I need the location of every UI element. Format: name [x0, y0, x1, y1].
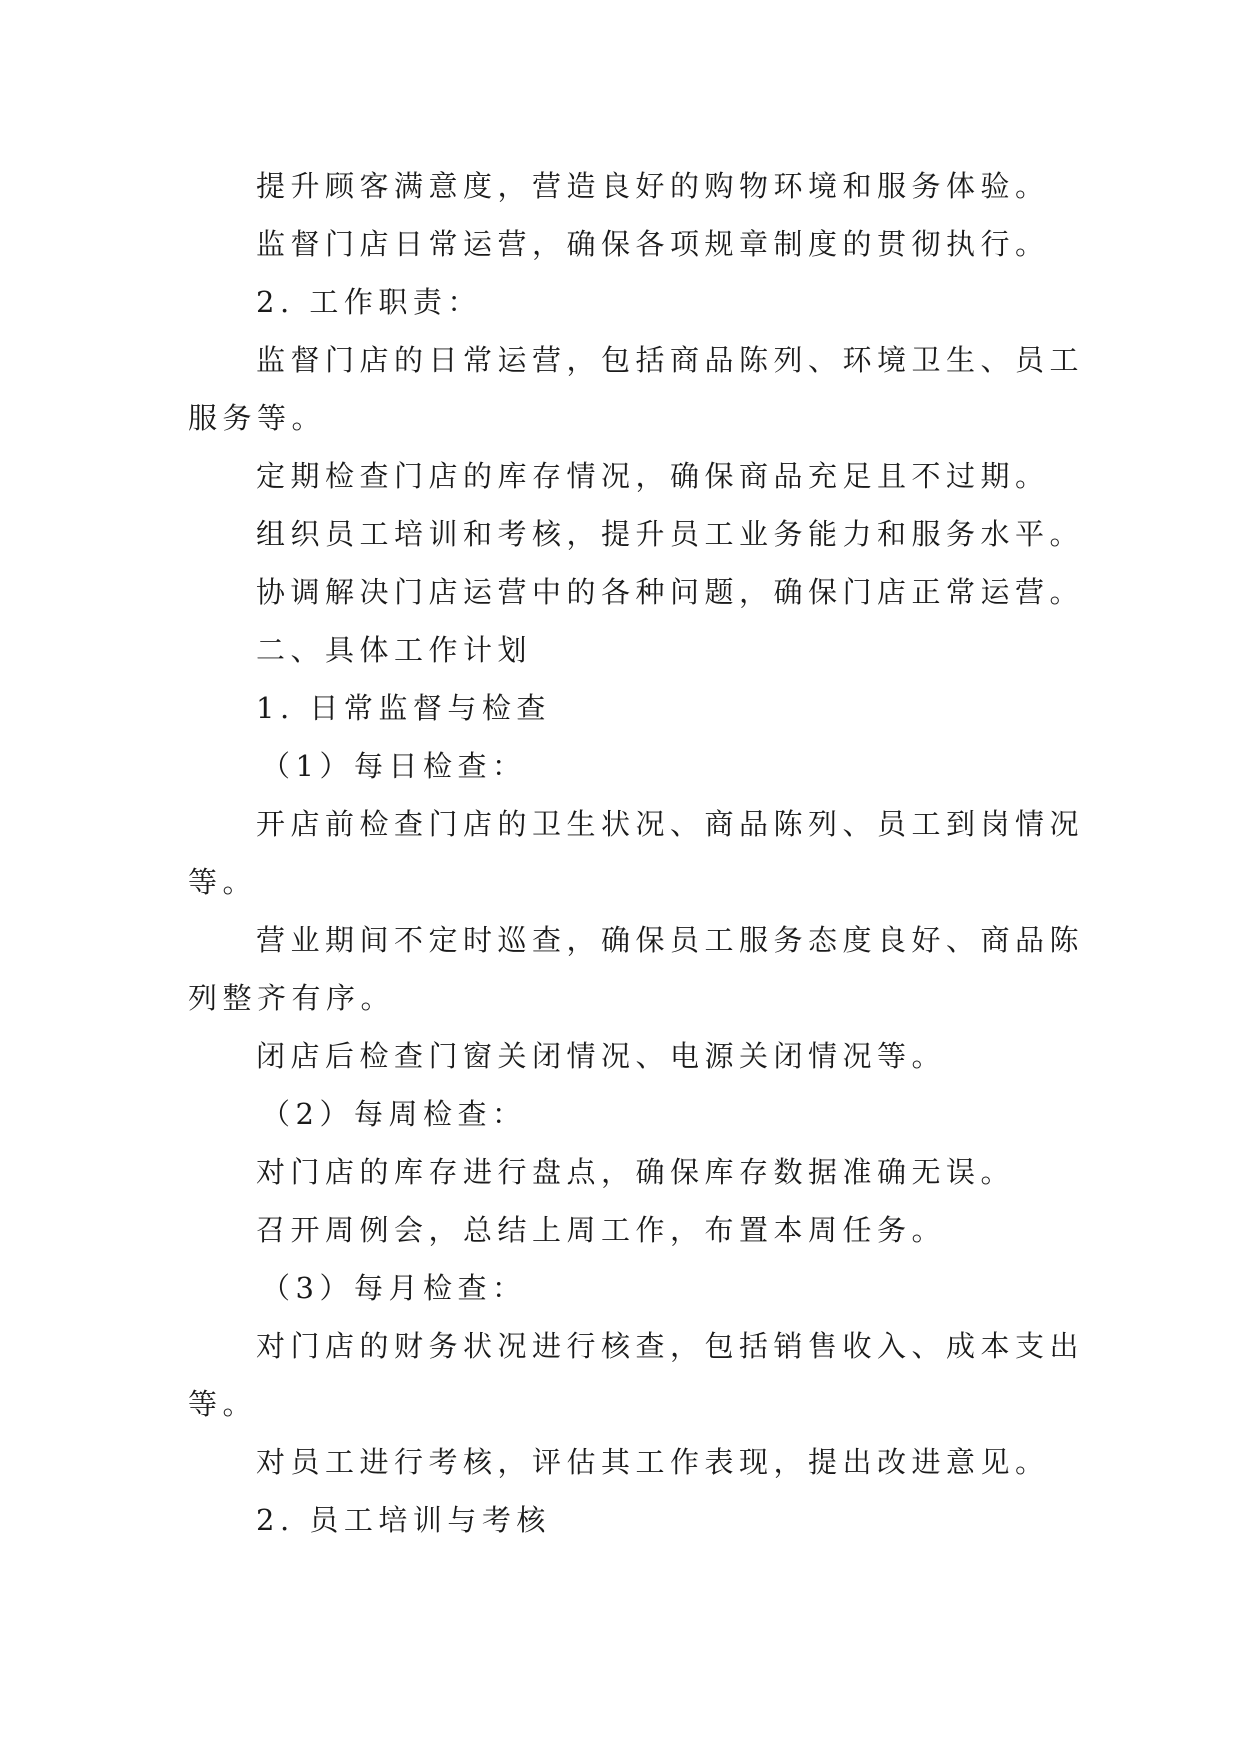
body-line-continuation: 列整齐有序。	[188, 981, 396, 1015]
body-line: 定期检查门店的库存情况，确保商品充足且不过期。	[256, 459, 1050, 493]
body-line: 对门店的财务状况进行核查，包括销售收入、成本支出	[256, 1329, 1085, 1363]
body-line: 对员工进行考核，评估其工作表现，提出改进意见。	[256, 1445, 1050, 1479]
body-line: 提升顾客满意度，营造良好的购物环境和服务体验。	[256, 169, 1050, 203]
body-line-continuation: 等。	[188, 1387, 258, 1421]
section-heading: 二、具体工作计划	[256, 633, 533, 667]
body-line: 对门店的库存进行盘点，确保库存数据准确无误。	[256, 1155, 1016, 1189]
body-line: 开店前检查门店的卫生状况、商品陈列、员工到岗情况	[256, 807, 1085, 841]
body-line-continuation: 等。	[188, 865, 258, 899]
body-line: 召开周例会，总结上周工作，布置本周任务。	[256, 1213, 947, 1247]
body-line: 闭店后检查门窗关闭情况、电源关闭情况等。	[256, 1039, 947, 1073]
section-heading: 2. 工作职责：	[256, 285, 482, 319]
item-heading: （1）每日检查：	[261, 749, 527, 783]
body-line: 监督门店的日常运营，包括商品陈列、环境卫生、员工	[256, 343, 1085, 377]
item-heading: （2）每周检查：	[261, 1097, 527, 1131]
body-line: 组织员工培训和考核，提升员工业务能力和服务水平。	[256, 517, 1085, 551]
body-line: 监督门店日常运营，确保各项规章制度的贯彻执行。	[256, 227, 1050, 261]
body-line: 协调解决门店运营中的各种问题，确保门店正常运营。	[256, 575, 1085, 609]
subsection-heading: 2. 员工培训与考核	[256, 1503, 551, 1537]
subsection-heading: 1. 日常监督与检查	[256, 691, 551, 725]
body-line-continuation: 服务等。	[188, 401, 327, 435]
item-heading: （3）每月检查：	[261, 1271, 527, 1305]
body-line: 营业期间不定时巡查，确保员工服务态度良好、商品陈	[256, 923, 1085, 957]
